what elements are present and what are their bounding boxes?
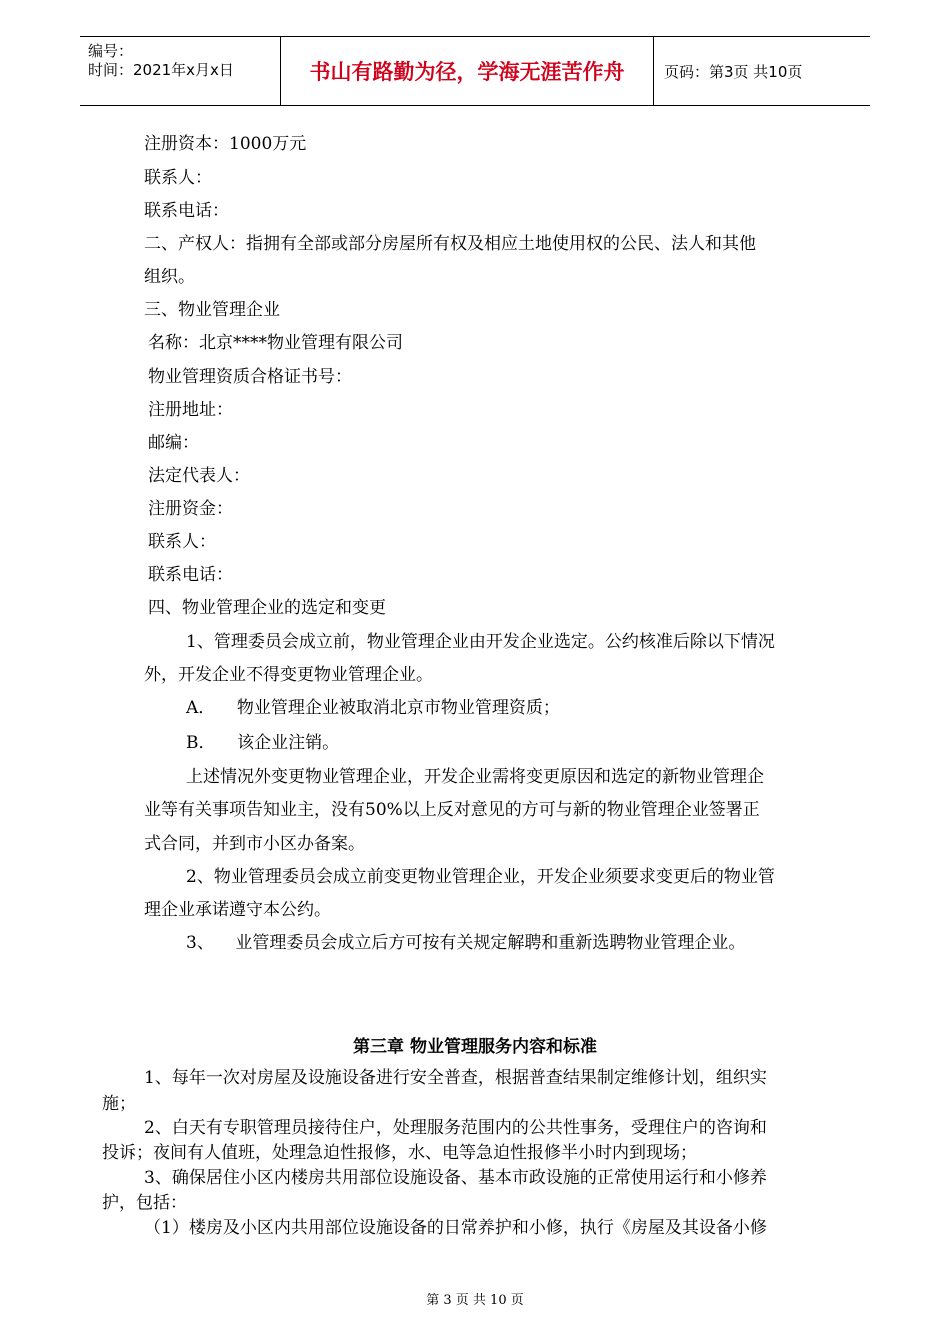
header-page-cell bbox=[654, 37, 870, 105]
header-slogan: 书山有路勤为径，学海无涯苦作舟 bbox=[281, 37, 654, 105]
text-line: 组织。 bbox=[144, 267, 195, 287]
text-line: 四、物业管理企业的选定和变更 bbox=[148, 598, 386, 618]
text-line: 外，开发企业不得变更物业管理企业。 bbox=[144, 665, 433, 685]
page-footer: 第 3 页 共 10 页 bbox=[426, 1293, 524, 1308]
text-line: 三、物业管理企业 bbox=[144, 300, 280, 320]
text-line: 1、管理委员会成立前，物业管理企业由开发企业选定。公约核准后除以下情况 bbox=[186, 632, 775, 652]
text-line: 名称：北京****物业管理有限公司 bbox=[148, 333, 403, 353]
chapter-text-line: 1、每年一次对房屋及设施设备进行安全普查，根据普查结果制定维修计划，组织实 bbox=[144, 1068, 767, 1088]
chapter-text-line: 3、确保居住小区内楼房共用部位设施设备、基本市政设施的正常使用运行和小修养 bbox=[144, 1168, 767, 1188]
text-line: 注册资金： bbox=[148, 499, 233, 519]
text-line: 邮编： bbox=[148, 433, 199, 453]
text-line: 业等有关事项告知业主，没有50%以上反对意见的方可与新的物业管理企业签署正 bbox=[144, 800, 760, 820]
text-line: 联系电话： bbox=[144, 201, 229, 221]
text-line: 上述情况外变更物业管理企业，开发企业需将变更原因和选定的新物业管理企 bbox=[186, 767, 764, 787]
text-line: B． 该企业注销。 bbox=[186, 733, 340, 753]
header-page-info: 页码：第3页 共10页 bbox=[664, 62, 803, 81]
text-line: 3、 业管理委员会成立后方可按有关规定解聘和重新选聘物业管理企业。 bbox=[186, 933, 746, 953]
text-line: 物业管理资质合格证书号： bbox=[148, 367, 352, 387]
text-line: A． 物业管理企业被取消北京市物业管理资质； bbox=[186, 698, 560, 718]
text-line: 注册地址： bbox=[148, 400, 233, 420]
chapter-text-line: 施； bbox=[102, 1094, 136, 1114]
text-line: 理企业承诺遵守本公约。 bbox=[144, 900, 331, 920]
text-line: 2、物业管理委员会成立前变更物业管理企业，开发企业须要求变更后的物业管 bbox=[186, 867, 775, 887]
header-meta-cell bbox=[80, 37, 281, 105]
time-label: 时间：2021年x月x日 bbox=[88, 61, 234, 79]
text-line: 式合同，并到市小区办备案。 bbox=[144, 834, 365, 854]
chapter-text-line: 投诉；夜间有人值班，处理急迫性报修，水、电等急迫性报修半小时内到现场； bbox=[102, 1143, 697, 1163]
chapter-text-line: （1）楼房及小区内共用部位设施设备的日常养护和小修，执行《房屋及其设备小修 bbox=[144, 1218, 767, 1238]
text-line: 注册资本：1000万元 bbox=[144, 134, 307, 154]
text-line: 二、产权人：指拥有全部或部分房屋所有权及相应土地使用权的公民、法人和其他 bbox=[144, 234, 756, 254]
number-label: 编号： bbox=[88, 42, 134, 60]
chapter-title: 第三章 物业管理服务内容和标准 bbox=[353, 1037, 597, 1057]
chapter-text-line: 护，包括： bbox=[102, 1193, 187, 1213]
text-line: 联系电话： bbox=[148, 565, 233, 585]
text-line: 联系人： bbox=[148, 532, 216, 552]
text-line: 联系人： bbox=[144, 168, 212, 188]
chapter-text-line: 2、白天有专职管理员接待住户，处理服务范围内的公共性事务，受理住户的咨询和 bbox=[144, 1118, 767, 1138]
text-line: 法定代表人： bbox=[148, 466, 250, 486]
document-header bbox=[80, 36, 870, 106]
